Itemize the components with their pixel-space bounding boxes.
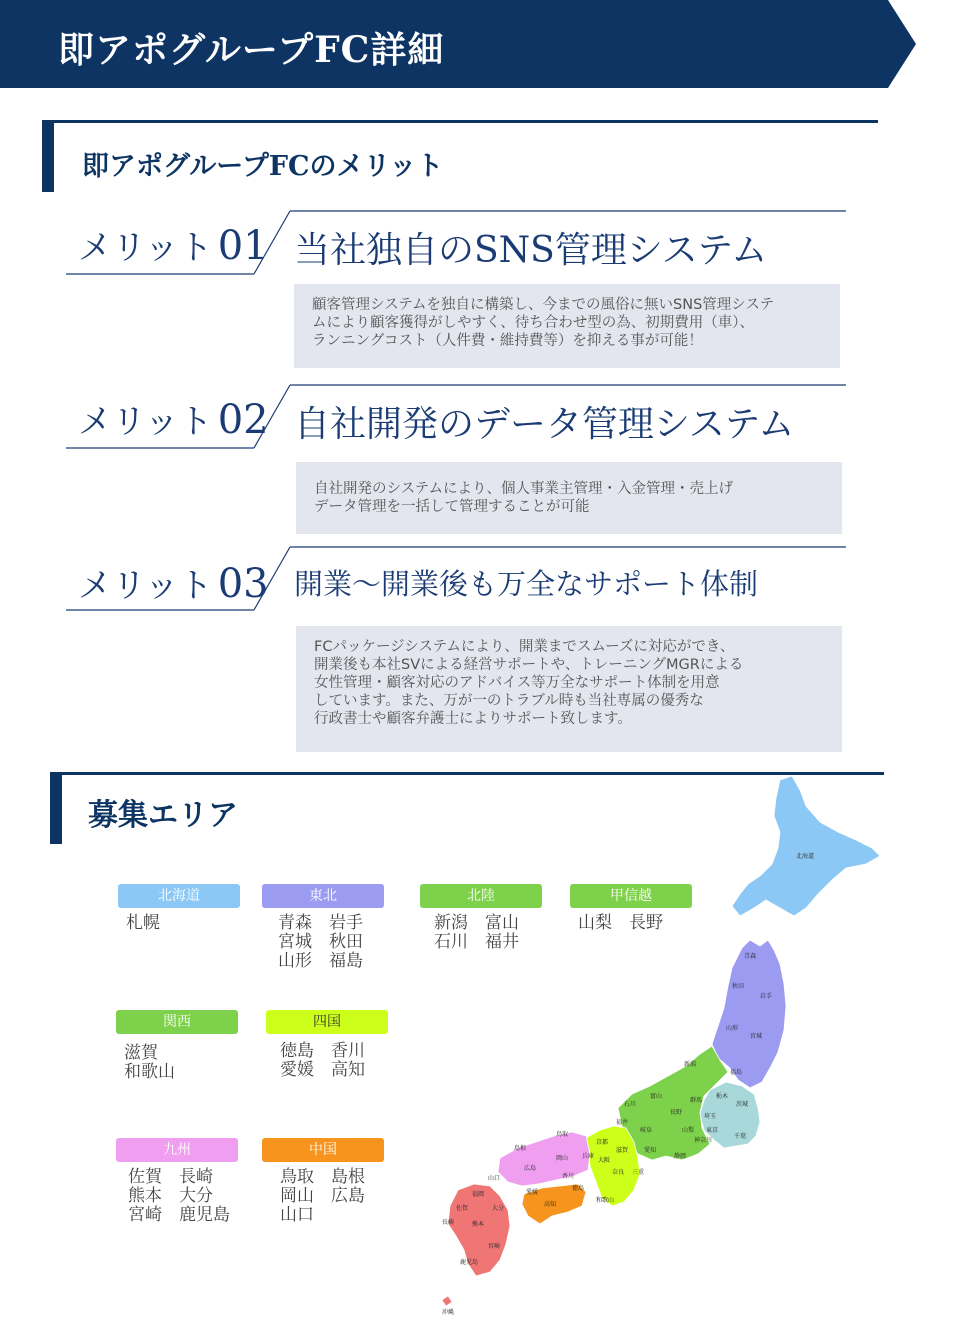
map-label-aichi: 愛知 (644, 1147, 657, 1154)
map-label-yamagata: 山形 (726, 1025, 739, 1032)
heading-bar (42, 120, 54, 192)
merit-1-title: 当社独自のSNS管理システム (294, 230, 768, 271)
merit-2-title: 自社開発のデータ管理システム (294, 404, 795, 445)
map-label-yamaguchi: 山口 (488, 1175, 501, 1182)
map-label-niigata: 新潟 (684, 1061, 697, 1068)
region-prefectures: 滋賀 和歌山 (124, 1043, 175, 1082)
map-label-kagoshima: 鹿児島 (460, 1259, 479, 1266)
region-prefectures: 山梨 長野 (578, 913, 663, 933)
map-label-tokyo: 東京 (706, 1127, 719, 1134)
map-label-osaka: 大阪 (598, 1157, 611, 1164)
map-label-akita: 秋田 (732, 983, 745, 990)
merit-3-description: FCパッケージシステムにより、開業までスムーズに対応ができ、 開業後も本社SVによる経営サポートや、トレーニングMGRによる 女性管理・顧客対応のアドバイス等万全なサポート体制を用意 しています。また、万が一のトラブル時も当社専属の優秀な 行政書士や顧客弁護士によりサポート致します。 (296, 626, 842, 752)
map-label-gunma: 群馬 (690, 1097, 703, 1104)
region-label: 北海道 (118, 884, 240, 908)
merit-1-label: メリット 01 (78, 223, 269, 269)
map-region-kansai (586, 1126, 640, 1206)
map-label-kanagawa: 神奈川 (694, 1137, 713, 1144)
merit-item-1 (64, 210, 864, 370)
region-label: 四国 (266, 1010, 388, 1034)
map-label-kochi: 高知 (544, 1201, 557, 1208)
map-label-iwate: 岩手 (760, 993, 773, 1000)
map-label-hyogo: 兵庫 (582, 1153, 595, 1160)
heading-rule (54, 120, 878, 123)
map-region-chugoku (498, 1132, 590, 1186)
region-label: 北陸 (420, 884, 542, 908)
map-label-kagawa: 香川 (562, 1173, 575, 1180)
map-label-shiga: 滋賀 (616, 1147, 629, 1154)
map-label-saga: 佐賀 (456, 1205, 469, 1212)
region-label: 九州 (116, 1138, 238, 1162)
map-label-oita: 大分 (492, 1205, 505, 1212)
region-label: 甲信越 (570, 884, 692, 908)
page-title: 即アポグループFC詳細 (58, 29, 445, 71)
map-label-kyoto: 京都 (596, 1139, 609, 1146)
region-label: 中国 (262, 1138, 384, 1162)
map-region-okinawa (442, 1296, 452, 1306)
region-label: 東北 (262, 884, 384, 908)
region-prefectures: 佐賀 長崎 熊本 大分 宮崎 鹿児島 (128, 1167, 230, 1225)
map-label-nagano: 長野 (670, 1109, 683, 1116)
area-heading-text: 募集エリア (88, 798, 238, 833)
merit-3-label: メリット 03 (78, 561, 269, 607)
map-label-okinawa: 沖縄 (442, 1309, 455, 1316)
region-shikoku (266, 1010, 388, 1080)
merit-1-description: 顧客管理システムを独自に構築し、今までの風俗に無いSNS管理システ ムにより顧客獲得がしやすく、待ち合わせ型の為、初期費用（車）、 ランニングコスト（人件費・維持費等）を抑える事が可能！ (294, 284, 840, 368)
region-prefectures: 青森 岩手 宮城 秋田 山形 福島 (278, 913, 363, 971)
region-chugoku (262, 1138, 384, 1225)
merit-2-description: 自社開発のシステムにより、個人事業主管理・入金管理・売上げ データ管理を一括して管理することが可能 (296, 462, 842, 534)
region-kansai (116, 1010, 238, 1082)
region-tohoku (262, 884, 384, 971)
merits-section-heading (42, 120, 878, 192)
map-label-ishikawa: 石川 (624, 1101, 637, 1108)
map-label-aomori: 青森 (744, 953, 757, 960)
region-prefectures: 新潟 富山 石川 福井 (434, 913, 519, 952)
map-label-miyagi: 宮城 (750, 1033, 763, 1040)
map-label-miyazaki: 宮崎 (488, 1243, 501, 1250)
map-label-fukushima: 福島 (730, 1069, 743, 1076)
map-label-shimane: 島根 (514, 1145, 527, 1152)
region-prefectures: 札幌 (126, 913, 160, 933)
region-prefectures: 鳥取 島根 岡山 広島 山口 (280, 1167, 365, 1225)
map-label-tokushima: 徳島 (572, 1185, 585, 1192)
map-label-yamanashi: 山梨 (682, 1127, 695, 1134)
merits-heading-text: 即アポグループFCのメリット (82, 151, 444, 182)
japan-map (428, 776, 928, 1320)
region-label: 関西 (116, 1010, 238, 1034)
map-label-wakayama: 和歌山 (596, 1197, 615, 1204)
merit-item-3 (64, 546, 864, 756)
map-label-ibaraki: 茨城 (736, 1101, 749, 1108)
heading-bar (50, 772, 62, 844)
heading-rule (62, 772, 884, 775)
merit-3-title: 開業～開業後も万全なサポート体制 (294, 567, 759, 601)
map-label-saitama: 埼玉 (704, 1113, 717, 1120)
map-label-kumamoto: 熊本 (472, 1221, 485, 1228)
region-prefectures: 徳島 香川 愛媛 高知 (280, 1041, 365, 1080)
map-label-toyama: 富山 (650, 1093, 663, 1100)
map-label-tottori: 鳥取 (556, 1131, 569, 1138)
map-label-nagasaki: 長崎 (442, 1219, 455, 1226)
page-header-banner (0, 0, 916, 88)
map-label-hokkaido: 北海道 (796, 853, 815, 860)
map-label-chiba: 千葉 (734, 1133, 747, 1140)
map-label-shizuoka: 静岡 (674, 1153, 687, 1160)
map-label-gifu: 岐阜 (640, 1127, 653, 1134)
merit-item-2 (64, 384, 864, 536)
region-kyushu (116, 1138, 238, 1225)
map-label-hiroshima: 広島 (524, 1165, 537, 1172)
merit-2-label: メリット 02 (78, 397, 269, 443)
map-label-fukui: 福井 (616, 1119, 629, 1126)
map-label-nara: 奈良 (612, 1169, 625, 1176)
map-label-ehime: 愛媛 (526, 1189, 539, 1196)
map-label-okayama: 岡山 (556, 1155, 569, 1162)
region-hokkaido (118, 884, 240, 933)
map-label-mie: 三重 (632, 1169, 645, 1176)
map-label-fukuoka: 福岡 (472, 1191, 485, 1198)
map-region-hokkaido (732, 776, 880, 916)
map-label-tochigi: 栃木 (716, 1093, 729, 1100)
